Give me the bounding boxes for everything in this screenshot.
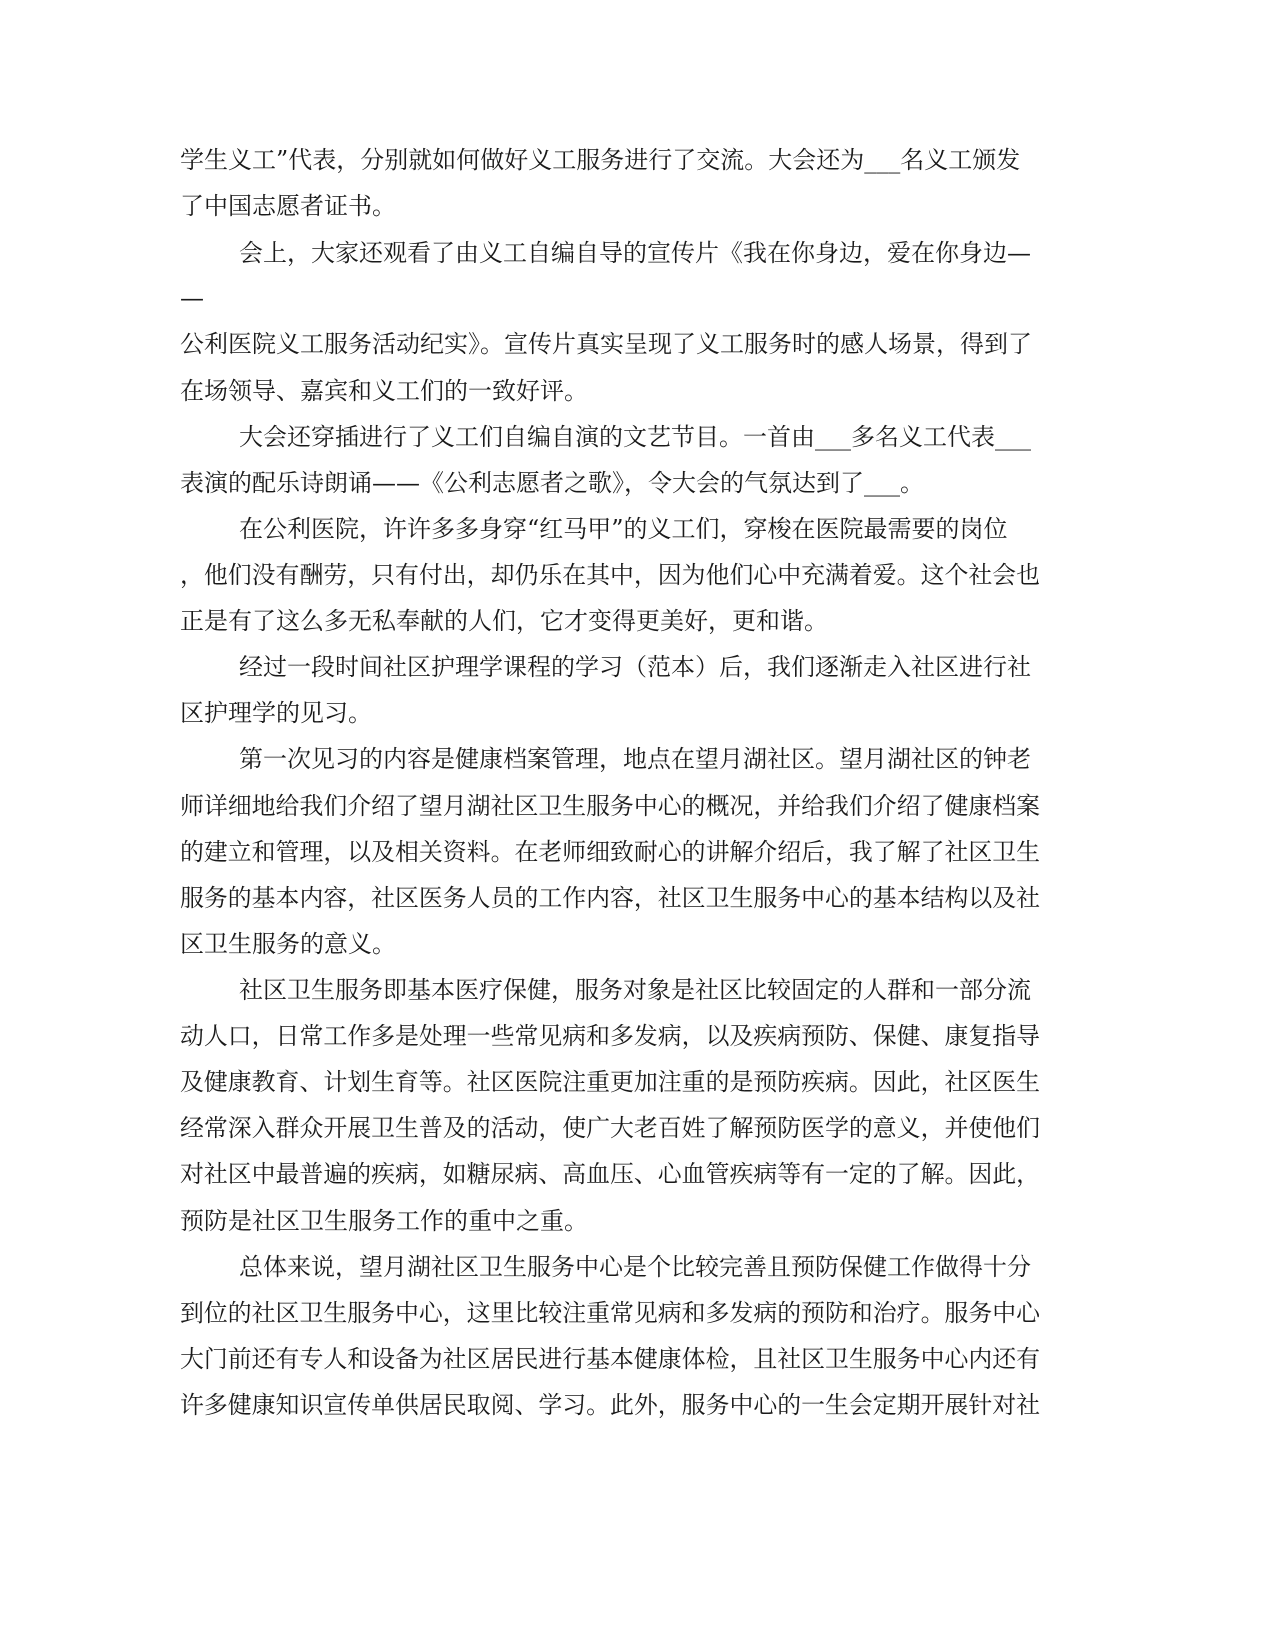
text-line: 经常深入群众开展卫生普及的活动，使广大老百姓了解预防医学的意义，并使他们 <box>180 1114 1041 1142</box>
text-line: 了中国志愿者证书。 <box>180 192 396 220</box>
text-line: 对社区中最普遍的疾病，如糖尿病、高血压、心血管疾病等有一定的了解。因此， <box>180 1160 1041 1188</box>
text-line: 在公利医院，许许多多身穿“红马甲”的义工们，穿梭在医院最需要的岗位 <box>239 515 1008 543</box>
text-line: 师详细地给我们介绍了望月湖社区卫生服务中心的概况，并给我们介绍了健康档案 <box>180 792 1041 820</box>
text-line: 的建立和管理，以及相关资料。在老师细致耐心的讲解介绍后，我了解了社区卫生 <box>180 838 1041 866</box>
text-line: 学生义工”代表，分别就如何做好义工服务进行了交流。大会还为___名义工颁发 <box>180 146 1021 174</box>
text-line: 社区卫生服务即基本医疗保健，服务对象是社区比较固定的人群和一部分流 <box>239 976 1031 1004</box>
text-line: 公利医院义工服务活动纪实》。宣传片真实呈现了义工服务时的感人场景，得到了 <box>180 330 1032 358</box>
text-line: 第一次见习的内容是健康档案管理，地点在望月湖社区。望月湖社区的钟老 <box>239 745 1031 773</box>
text-line: 区卫生服务的意义。 <box>180 930 396 958</box>
text-line: 会上，大家还观看了由义工自编自导的宣传片《我在你身边，爱在你身边— <box>239 239 1031 267</box>
text-line: 到位的社区卫生服务中心，这里比较注重常见病和多发病的预防和治疗。服务中心 <box>180 1299 1041 1327</box>
text-line: 在场领导、嘉宾和义工们的一致好评。 <box>180 377 588 405</box>
text-line: 动人口，日常工作多是处理一些常见病和多发病，以及疾病预防、保健、康复指导 <box>180 1022 1041 1050</box>
text-line: 表演的配乐诗朗诵——《公利志愿者之歌》，令大会的气氛达到了___。 <box>180 469 924 497</box>
text-line: 预防是社区卫生服务工作的重中之重。 <box>180 1207 588 1235</box>
text-line: ，他们没有酬劳，只有付出，却仍乐在其中，因为他们心中充满着爱。这个社会也 <box>180 561 1041 589</box>
text-line: 及健康教育、计划生育等。社区医院注重更加注重的是预防疾病。因此，社区医生 <box>180 1068 1041 1096</box>
text-line: 大门前还有专人和设备为社区居民进行基本健康体检，且社区卫生服务中心内还有 <box>180 1345 1041 1373</box>
text-line: 正是有了这么多无私奉献的人们，它才变得更美好，更和谐。 <box>180 607 828 635</box>
text-line: 许多健康知识宣传单供居民取阅、学习。此外，服务中心的一生会定期开展针对社 <box>180 1391 1041 1419</box>
text-line: 总体来说，望月湖社区卫生服务中心是个比较完善且预防保健工作做得十分 <box>239 1253 1031 1281</box>
text-line: 大会还穿插进行了义工们自编自演的文艺节目。一首由___多名义工代表___ <box>239 423 1031 451</box>
text-line: 服务的基本内容，社区医务人员的工作内容，社区卫生服务中心的基本结构以及社 <box>180 884 1041 912</box>
text-line: 区护理学的见习。 <box>180 699 372 727</box>
text-line: — <box>180 284 204 312</box>
text-line: 经过一段时间社区护理学课程的学习（范本）后，我们逐渐走入社区进行社 <box>239 653 1031 681</box>
